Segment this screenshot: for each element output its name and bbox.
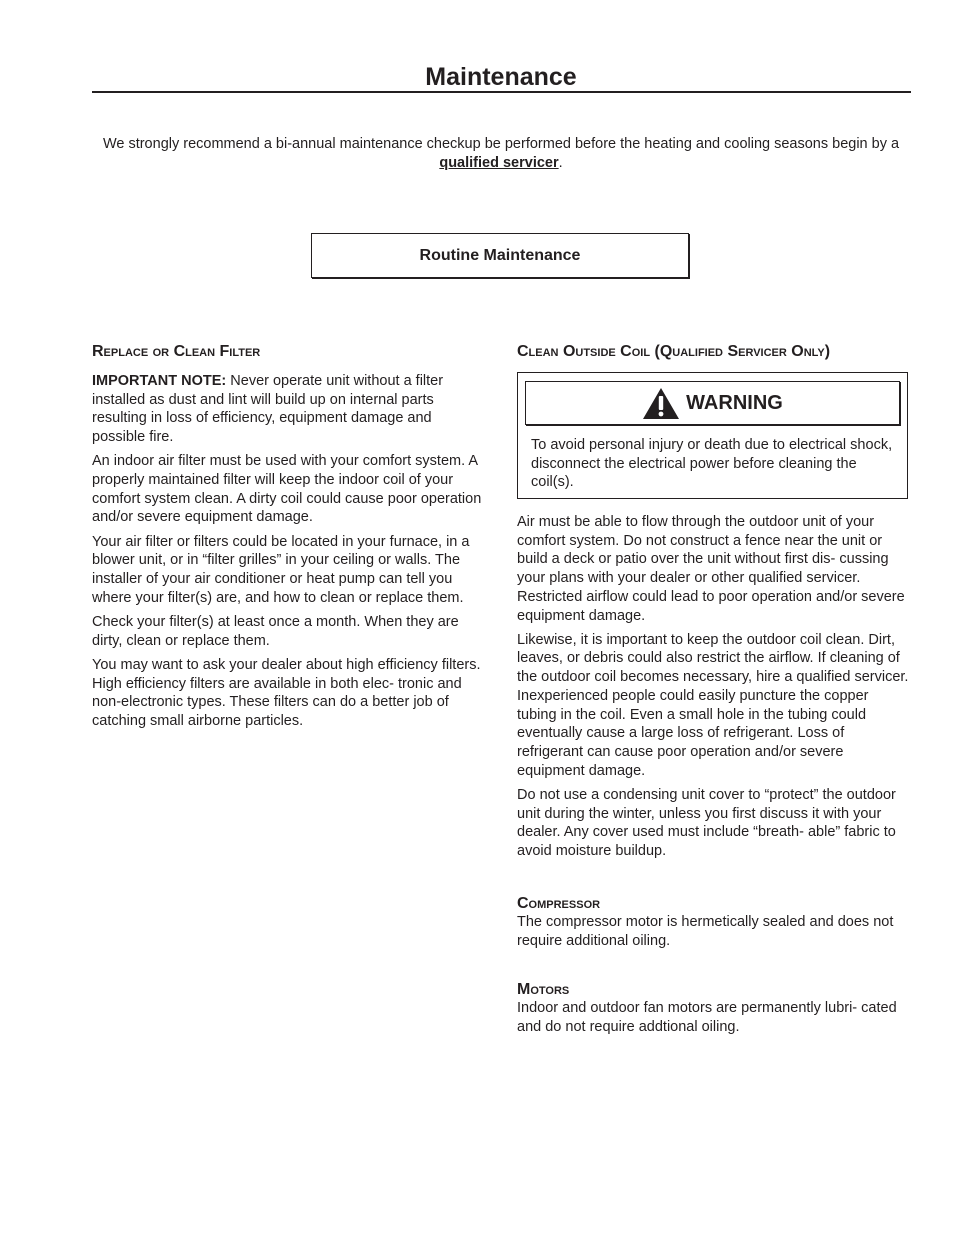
routine-maintenance-label: Routine Maintenance	[419, 246, 581, 264]
filter-paragraph: Your air filter or filters could be located in your furnace, in a blower unit, or in “filter grilles” in your ceiling or walls. The installer of your air conditioner or heat pump can tell you where your filter(s) are, and how to clean or replace them.	[92, 533, 470, 606]
intro-paragraph	[92, 135, 910, 173]
coil-paragraph: Likewise, it is important to keep the outdoor coil clean. Dirt, leaves, or debris could also restrict the airflow. If cleaning of the outdoor coil becomes necessary, hire a qualified servicer. Inexperienced people could easily puncture the copper tubing in the coil. Even a small hole in the tubing could eventually cause a large loss of refrigerant. Loss of refrigerant can cause poor operation and/or severe equipment damage.	[517, 631, 909, 779]
coil-paragraph: Air must be able to flow through the outdoor unit of your comfort system. Do not construct a fence near the unit or build a deck or patio over the unit without first dis- cussing your plans with your dealer or other qualified servicer. Restricted airflow could lead to poor operation and/or severe equipment damage.	[517, 514, 905, 624]
intro-end: .	[558, 155, 563, 171]
motors-text: Indoor and outdoor fan motors are permanently lubri- cated and do not require addtional oiling.	[517, 1000, 897, 1035]
coil-paragraph: Do not use a condensing unit cover to “protect” the outdoor unit during the winter, unless you first discuss it with your dealer. Any cover used must include “breath- able” fabric to avoid moisture buildup.	[517, 786, 896, 859]
replace-filter-heading: Replace or Clean Filter	[92, 343, 261, 360]
important-note	[92, 372, 487, 447]
filter-paragraph: Check your filter(s) at least once a month. When they are dirty, clean or replace them.	[92, 613, 459, 649]
right-column	[517, 342, 911, 1042]
warning-triangle-icon	[642, 387, 680, 420]
title-divider	[92, 91, 911, 93]
compressor-heading: Compressor	[517, 895, 601, 913]
warning-text: To avoid personal injury or death due to electrical shock, disconnect the electrical power before cleaning the coil(s).	[531, 437, 893, 491]
important-note-text: Never operate unit without a filter installed as dust and lint will build up on internal parts resulting in loss of efficiency, equipment damage and possible fire.	[92, 373, 444, 446]
qualified-servicer-link[interactable]: qualified servicer	[439, 155, 559, 171]
intro-text: We strongly recommend a bi-annual maintenance checkup be performed before the heating and cooling seasons begin by a	[102, 136, 900, 152]
routine-maintenance-box	[311, 233, 689, 278]
page-title: Maintenance	[425, 63, 577, 91]
filter-paragraph: You may want to ask your dealer about high efficiency filters. High efficiency filters are available in both elec- tronic and non-electronic types. These filters can do a better job of catching small airborne particles.	[92, 656, 481, 729]
warning-label: WARNING	[686, 391, 783, 414]
warning-header	[525, 381, 900, 425]
clean-coil-heading: Clean Outside Coil (Qualified Servicer Only)	[517, 343, 831, 360]
filter-paragraph: An indoor air filter must be used with your comfort system. A properly maintained filter will keep the indoor coil of your comfort system clean. A dirty coil could cause poor operation and/or severe equipment damage.	[92, 453, 482, 526]
compressor-text: The compressor motor is hermetically sealed and does not require additional oiling.	[517, 914, 894, 949]
important-note-label: IMPORTANT NOTE:	[92, 373, 227, 389]
warning-box	[517, 372, 908, 499]
motors-heading: Motors	[517, 981, 570, 999]
left-column	[92, 342, 487, 736]
